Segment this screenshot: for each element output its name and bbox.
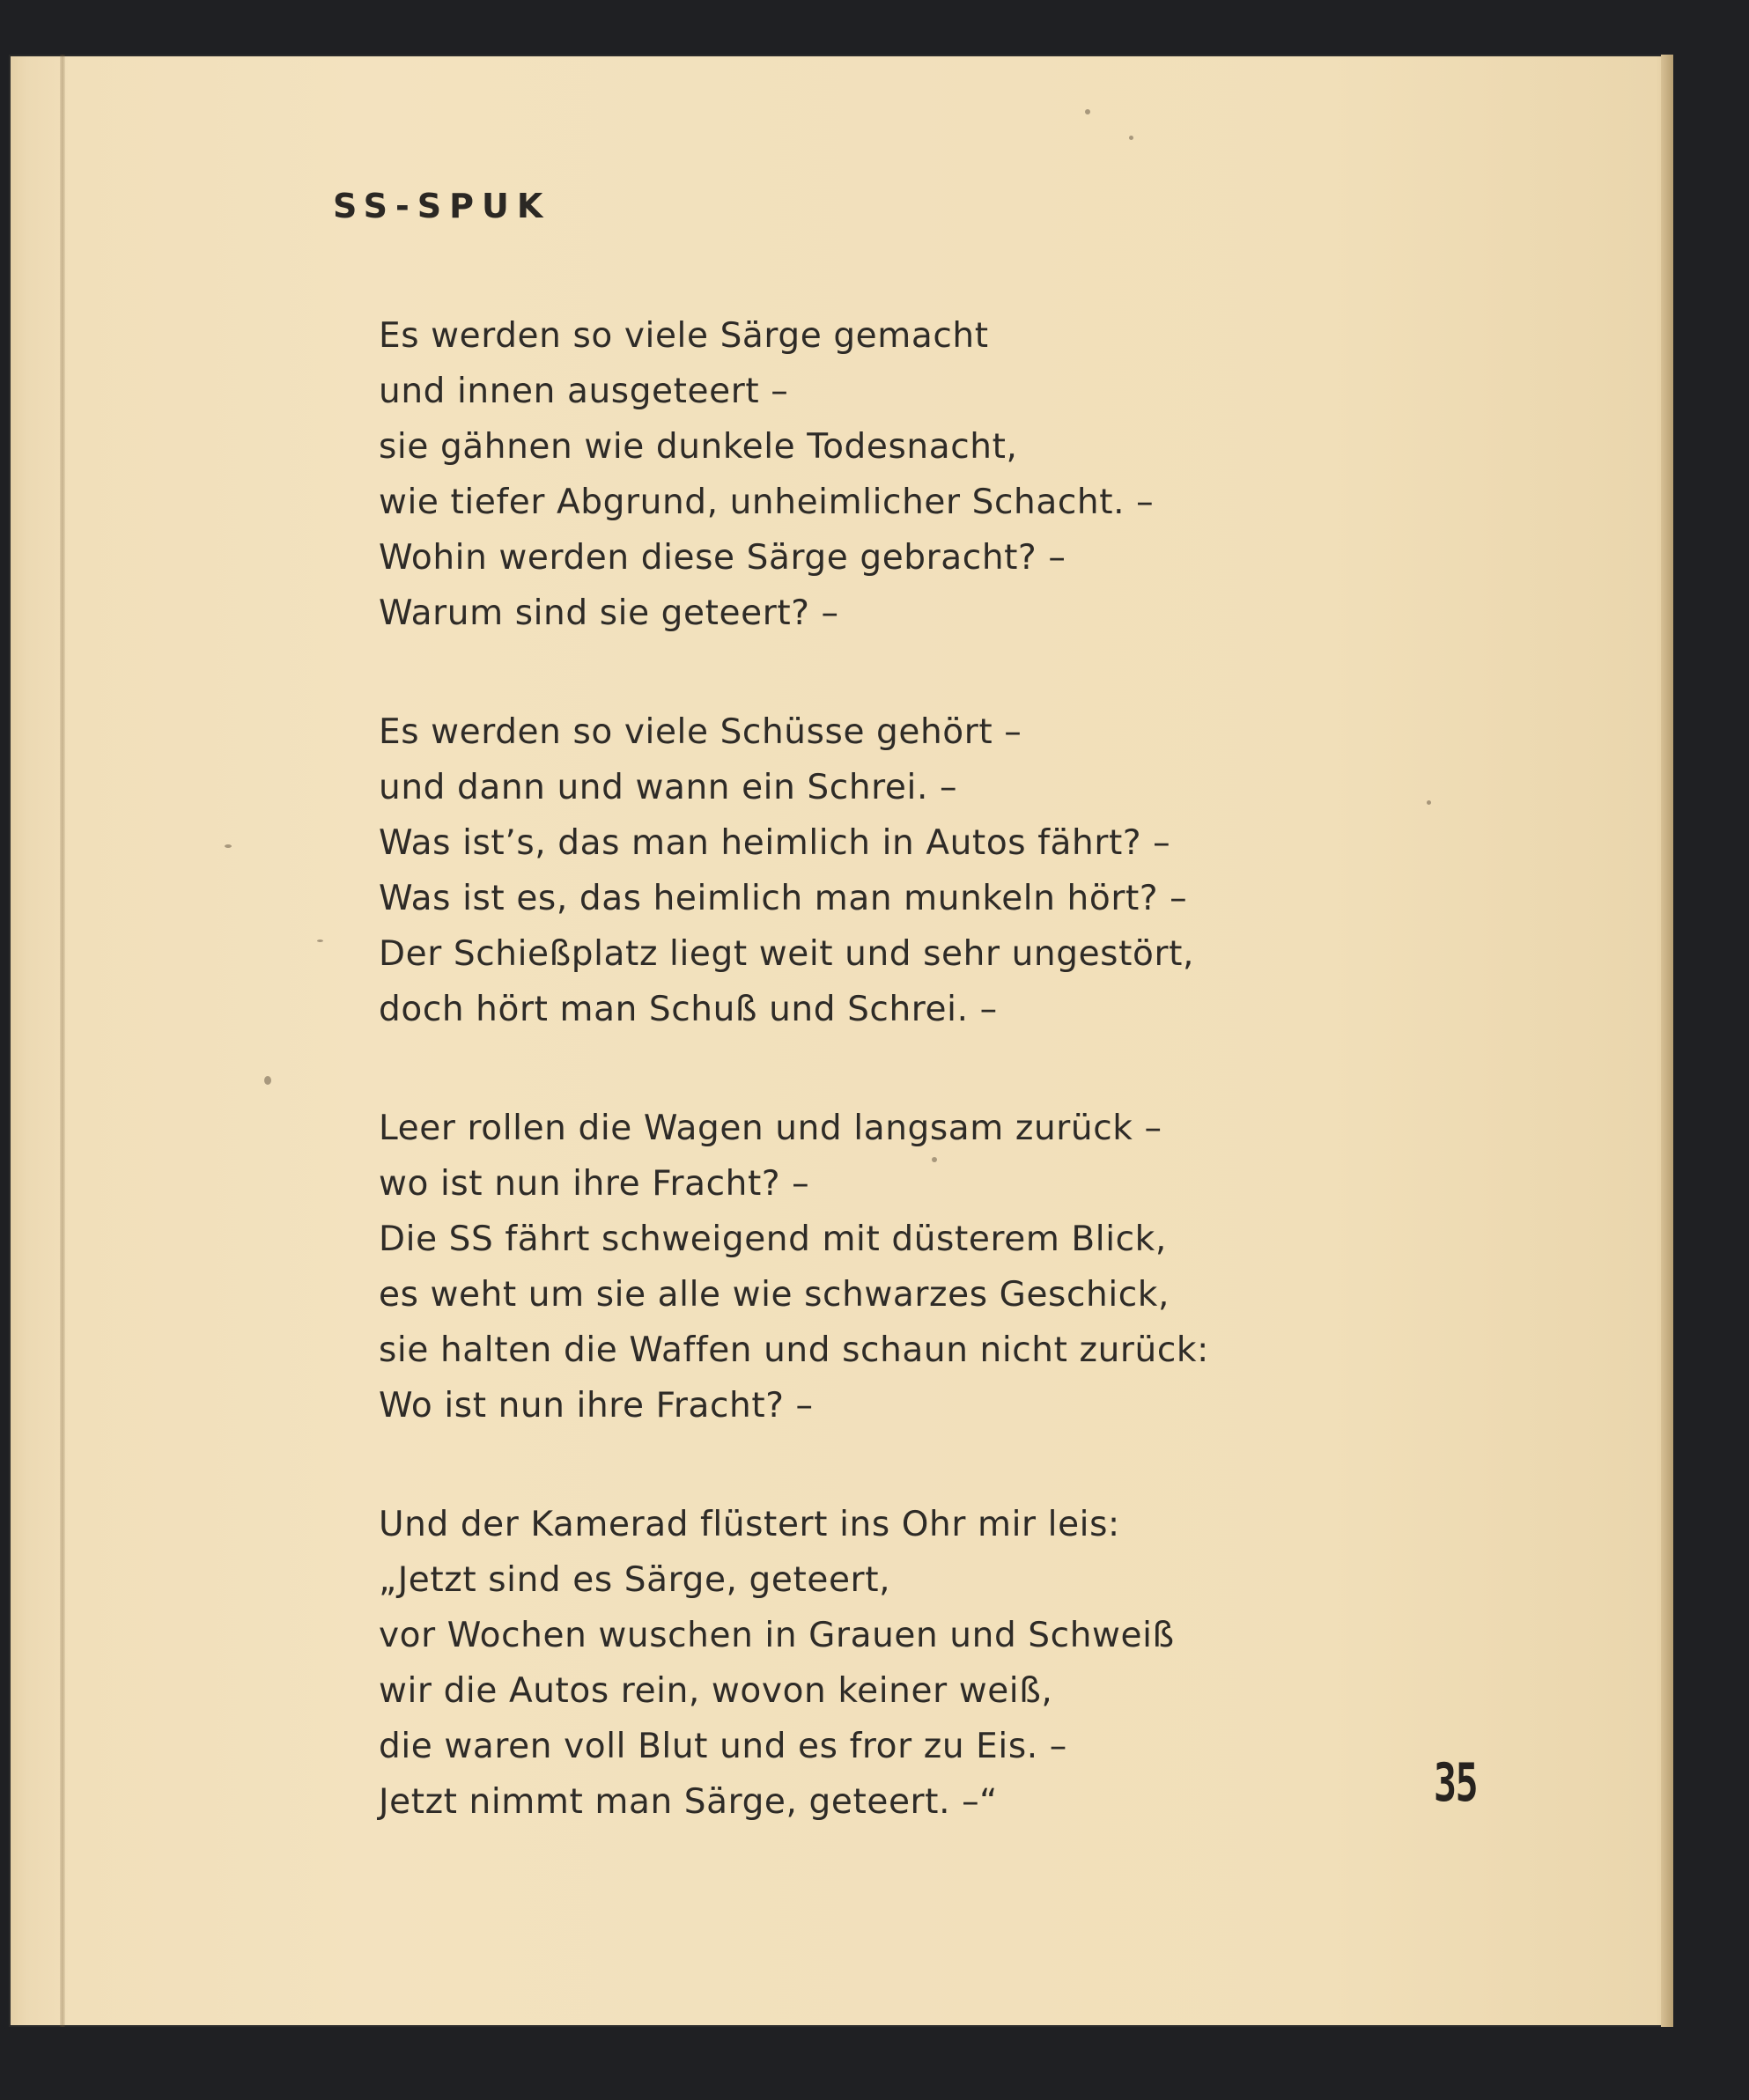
paper-speck	[1129, 136, 1133, 140]
poem-line: vor Wochen wuschen in Grauen und Schweiß	[379, 1616, 1175, 1655]
poem-line: doch hört man Schuß und Schrei. –	[379, 990, 998, 1029]
poem-line: die waren voll Blut und es fror zu Eis. –	[379, 1727, 1067, 1766]
poem-line: Es werden so viele Schüsse gehört –	[379, 712, 1022, 752]
poem-line: Die SS fährt schweigend mit düsterem Blick,	[379, 1219, 1167, 1259]
poem-line: wo ist nun ihre Fracht? –	[379, 1164, 810, 1204]
poem-line: wir die Autos rein, wovon keiner weiß,	[379, 1671, 1053, 1711]
paper-speck	[932, 1157, 937, 1162]
poem-line: Was ist’s, das man heimlich in Autos fährt? –	[379, 823, 1171, 863]
stanza-4	[379, 1497, 1347, 1830]
poem-line: Warum sind sie geteert? –	[379, 593, 839, 633]
stanza-2	[379, 704, 1347, 1037]
poem-line: und innen ausgeteert –	[379, 372, 789, 411]
poem-line: „Jetzt sind es Särge, geteert,	[379, 1560, 891, 1600]
poem-line: Und der Kamerad flüstert ins Ohr mir leis:	[379, 1505, 1120, 1544]
poem-title: SS-SPUK	[333, 187, 551, 225]
page-edge	[1661, 55, 1673, 2027]
poem-line: sie gähnen wie dunkele Todesnacht,	[379, 427, 1018, 467]
stanza-1	[379, 308, 1347, 641]
poem-line: sie halten die Waffen und schaun nicht zurück:	[379, 1330, 1209, 1370]
page-number: 35	[1434, 1752, 1478, 1814]
paper-speck	[264, 1076, 271, 1085]
book-page	[9, 55, 1673, 2027]
poem-line: Leer rollen die Wagen und langsam zurück –	[379, 1109, 1162, 1148]
poem-line: Wohin werden diese Särge gebracht? –	[379, 538, 1066, 578]
poem-body	[379, 308, 1347, 1893]
paper-speck	[1427, 800, 1431, 805]
poem-line: wie tiefer Abgrund, unheimlicher Schacht. –	[379, 483, 1155, 522]
poem-line: und dann und wann ein Schrei. –	[379, 768, 958, 807]
paper-speck	[1085, 109, 1090, 114]
page-spine-shadow	[60, 55, 65, 2027]
paper-speck	[225, 844, 232, 848]
stanza-3	[379, 1101, 1347, 1433]
poem-line: Wo ist nun ihre Fracht? –	[379, 1386, 814, 1426]
paper-speck	[317, 939, 323, 942]
poem-line: Was ist es, das heimlich man munkeln hört? –	[379, 879, 1188, 918]
poem-line: Es werden so viele Särge gemacht	[379, 316, 989, 356]
poem-line: Jetzt nimmt man Särge, geteert. –“	[379, 1782, 998, 1822]
poem-line: Der Schießplatz liegt weit und sehr ungestört,	[379, 934, 1194, 974]
poem-line: es weht um sie alle wie schwarzes Geschick,	[379, 1275, 1170, 1315]
